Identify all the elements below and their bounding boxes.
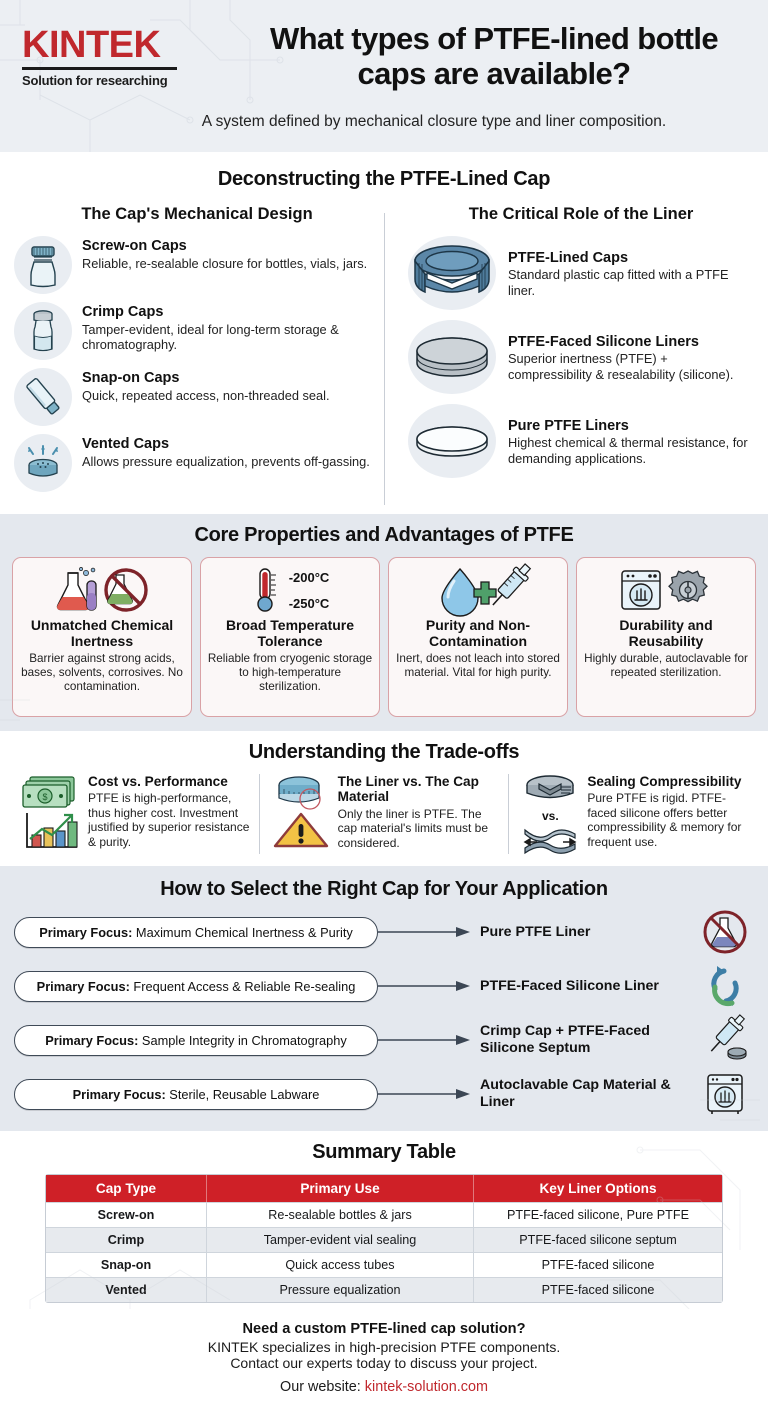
card-heading: Unmatched Chemical Inertness [30, 617, 174, 649]
cell-cap-type: Screw-on [46, 1202, 207, 1227]
snap-on-tube-icon [14, 368, 72, 426]
item-description: Quick, repeated access, non-threaded seal. [82, 387, 330, 403]
selection-row [0, 1017, 768, 1063]
mechanical-design-title: The Cap's Mechanical Design [81, 205, 313, 223]
selection-row [0, 1071, 768, 1117]
property-card[interactable] [200, 557, 380, 717]
item-heading: Crimp Caps [82, 304, 164, 320]
list-item[interactable] [408, 236, 754, 310]
focus-box[interactable] [14, 971, 378, 1002]
droplet-syringe-icon [430, 566, 526, 614]
list-item[interactable] [14, 368, 380, 426]
tradeoff-item[interactable] [508, 774, 758, 854]
logo-wordmark: KINTEK [22, 24, 161, 66]
silicone-liner-disc-icon [408, 320, 496, 394]
thermometer-icon [251, 566, 330, 614]
tradeoff-item[interactable] [10, 774, 259, 854]
item-description: Standard plastic cap fitted with a PTFE liner. [508, 267, 729, 298]
core-properties-section [0, 514, 768, 731]
arrow-icon [378, 1033, 474, 1047]
property-card[interactable] [12, 557, 192, 717]
item-heading: PTFE-Lined Caps [508, 249, 629, 266]
focus-value: Sample Integrity in Chromatography [138, 1032, 347, 1048]
page-footer [0, 1309, 768, 1409]
list-item-text [508, 416, 754, 467]
cell-primary-use: Pressure equalization [207, 1277, 474, 1302]
card-body: Highly durable, autoclavable for repeated sterilization. [584, 652, 748, 680]
item-description: Highest chemical & thermal resistance, for demanding applications. [508, 435, 748, 466]
tradeoff-text [84, 774, 251, 849]
list-item-text [82, 368, 330, 403]
focus-value: Frequent Access & Reliable Re-sealing [129, 978, 356, 994]
temp-high: -200°C [288, 569, 330, 585]
column-header: Primary Use [207, 1175, 474, 1202]
tradeoff-heading: Sealing Compressibility [587, 774, 742, 789]
tradeoff-text [334, 774, 501, 850]
selection-guide-title: How to Select the Right Cap for Your Application [160, 878, 608, 900]
list-item[interactable] [408, 320, 754, 394]
focus-value: Maximum Chemical Inertness & Purity [132, 924, 353, 940]
property-card[interactable] [388, 557, 568, 717]
tradeoff-item[interactable] [259, 774, 509, 854]
page-header [0, 0, 768, 152]
summary-table [45, 1174, 723, 1303]
flask-no-corrosion-icon [54, 566, 150, 614]
footer-website-line [0, 1379, 768, 1395]
card-body: Reliable from cryogenic storage to high-temperature sterilization. [207, 652, 373, 694]
list-item-text [508, 332, 754, 383]
screw-on-cap-icon [14, 236, 72, 294]
tradeoff-heading: The Liner vs. The Cap Material [337, 774, 479, 805]
temp-low: -250°C [288, 595, 330, 611]
item-description: Allows pressure equalization, prevents off-gassing. [82, 453, 370, 469]
cell-liner-options: PTFE-faced silicone septum [474, 1227, 722, 1252]
no-corrosion-flask-icon [696, 909, 754, 955]
card-body: Barrier against strong acids, bases, solvents, corrosives. No contamination. [21, 652, 183, 694]
cell-primary-use: Re-sealable bottles & jars [207, 1202, 474, 1227]
website-link[interactable]: kintek-solution.com [364, 1379, 488, 1395]
summary-title: Summary Table [312, 1141, 456, 1163]
cell-cap-type: Crimp [46, 1227, 207, 1252]
list-item[interactable] [14, 236, 380, 294]
vs-label: vs. [542, 809, 559, 823]
liner-role-title: The Critical Role of the Liner [468, 205, 694, 223]
tradeoffs-columns [0, 774, 768, 854]
deconstructing-section [0, 152, 768, 514]
cell-liner-options: PTFE-faced silicone, Pure PTFE [474, 1202, 722, 1227]
footer-line-3: Contact our experts today to discuss your project. [230, 1355, 538, 1371]
svg-text:$: $ [42, 792, 48, 802]
selection-row [0, 963, 768, 1009]
logo-tagline: Solution for researching [22, 73, 168, 88]
table-row [46, 1227, 722, 1252]
column-header: Cap Type [46, 1175, 207, 1202]
compressibility-icon [517, 774, 583, 854]
card-heading: Broad Temperature Tolerance [225, 617, 355, 649]
item-heading: PTFE-Faced Silicone Liners [508, 333, 699, 350]
tradeoffs-title: Understanding the Trade-offs [248, 741, 520, 763]
arrow-icon [378, 925, 474, 939]
item-description: Reliable, re-sealable closure for bottles, vials, jars. [82, 255, 368, 271]
deconstructing-columns [0, 205, 768, 500]
focus-label: Primary Focus: [39, 924, 133, 940]
card-heading: Purity and Non-Contamination [425, 617, 531, 649]
core-properties-cards [0, 547, 768, 717]
tradeoff-body: Pure PTFE is rigid. PTFE-faced silicone offers better compressibility & memory for frequent use. [587, 791, 742, 849]
footer-line-2: KINTEK specializes in high-precision PTFE components. [207, 1339, 561, 1355]
ptfe-lined-cap-icon [408, 236, 496, 310]
card-heading: Durability and Reusability [619, 617, 713, 649]
tradeoff-body: Only the liner is PTFE. The cap material's limits must be considered. [337, 806, 489, 850]
column-divider [384, 213, 385, 505]
list-item-text [82, 236, 367, 271]
summary-section [0, 1131, 768, 1309]
logo-rule [22, 67, 177, 70]
list-item-text [82, 434, 370, 469]
focus-label: Primary Focus: [36, 978, 130, 994]
money-chart-icon [18, 774, 84, 851]
crimp-cap-vial-icon [14, 302, 72, 360]
arrow-icon [378, 979, 474, 993]
card-body: Inert, does not leach into stored material. Vital for high purity. [396, 652, 560, 680]
list-item-text [508, 248, 754, 299]
focus-box[interactable] [14, 1025, 378, 1056]
deconstructing-title: Deconstructing the PTFE-Lined Cap [217, 168, 551, 190]
selection-guide-section [0, 866, 768, 1131]
page-title: What types of PTFE-lined bottle caps are available? [269, 21, 719, 91]
tradeoff-body: PTFE is high-performance, thus higher cost. Investment justified by superior resistance & purity. [88, 791, 250, 849]
focus-box[interactable] [14, 1079, 378, 1110]
item-heading: Snap-on Caps [82, 370, 180, 386]
cell-liner-options: PTFE-faced silicone [474, 1277, 722, 1302]
item-description: Superior inertness (PTFE) + compressibility & resealability (silicone). [508, 351, 734, 382]
focus-box[interactable] [14, 917, 378, 948]
cell-primary-use: Tamper-evident vial sealing [207, 1227, 474, 1252]
list-item-text [82, 302, 380, 353]
list-item[interactable] [14, 302, 380, 360]
syringe-septum-icon [696, 1017, 754, 1063]
property-card[interactable] [576, 557, 756, 717]
table-row [46, 1202, 722, 1227]
liner-role-column [394, 205, 768, 500]
item-heading: Pure PTFE Liners [508, 417, 629, 434]
item-heading: Screw-on Caps [82, 238, 187, 254]
website-prefix: Our website: [280, 1379, 365, 1395]
column-header: Key Liner Options [474, 1175, 722, 1202]
core-properties-title: Core Properties and Advantages of PTFE [194, 524, 574, 546]
cell-cap-type: Vented [46, 1277, 207, 1302]
pure-ptfe-liner-disc-icon [408, 404, 496, 478]
page-subtitle: A system defined by mechanical closure type and liner composition. [201, 113, 667, 130]
selection-result: PTFE-Faced Silicone Liner [480, 977, 659, 994]
table-row [46, 1252, 722, 1277]
cap-warning-icon [268, 774, 334, 849]
selection-result: Pure PTFE Liner [480, 923, 591, 940]
selection-result: Crimp Cap + PTFE-Faced Silicone Septum [480, 1023, 650, 1056]
selection-result: Autoclavable Cap Material & Liner [480, 1077, 671, 1110]
table-header-row [46, 1175, 722, 1202]
arrow-icon [378, 1087, 474, 1101]
tradeoff-text [583, 774, 750, 849]
autoclave-gear-icon [618, 566, 714, 614]
cell-primary-use: Quick access tubes [207, 1252, 474, 1277]
focus-label: Primary Focus: [72, 1086, 166, 1102]
brand-logo[interactable] [22, 26, 202, 88]
cell-liner-options: PTFE-faced silicone [474, 1252, 722, 1277]
footer-cta-heading: Need a custom PTFE-lined cap solution? [242, 1321, 526, 1337]
cell-cap-type: Snap-on [46, 1252, 207, 1277]
list-item[interactable] [14, 434, 380, 492]
autoclave-icon [696, 1071, 754, 1117]
selection-row [0, 909, 768, 955]
vented-cap-icon [14, 434, 72, 492]
mechanical-design-column [0, 205, 394, 500]
temperature-values [289, 570, 330, 611]
focus-value: Sterile, Reusable Labware [165, 1086, 320, 1102]
focus-label: Primary Focus: [45, 1032, 139, 1048]
recycle-arrows-icon [696, 963, 754, 1009]
tradeoff-heading: Cost vs. Performance [88, 774, 228, 789]
item-heading: Vented Caps [82, 436, 170, 452]
tradeoffs-section [0, 731, 768, 866]
list-item[interactable] [408, 404, 754, 478]
item-description: Tamper-evident, ideal for long-term storage & chromatography. [82, 321, 339, 353]
table-row [46, 1277, 722, 1302]
